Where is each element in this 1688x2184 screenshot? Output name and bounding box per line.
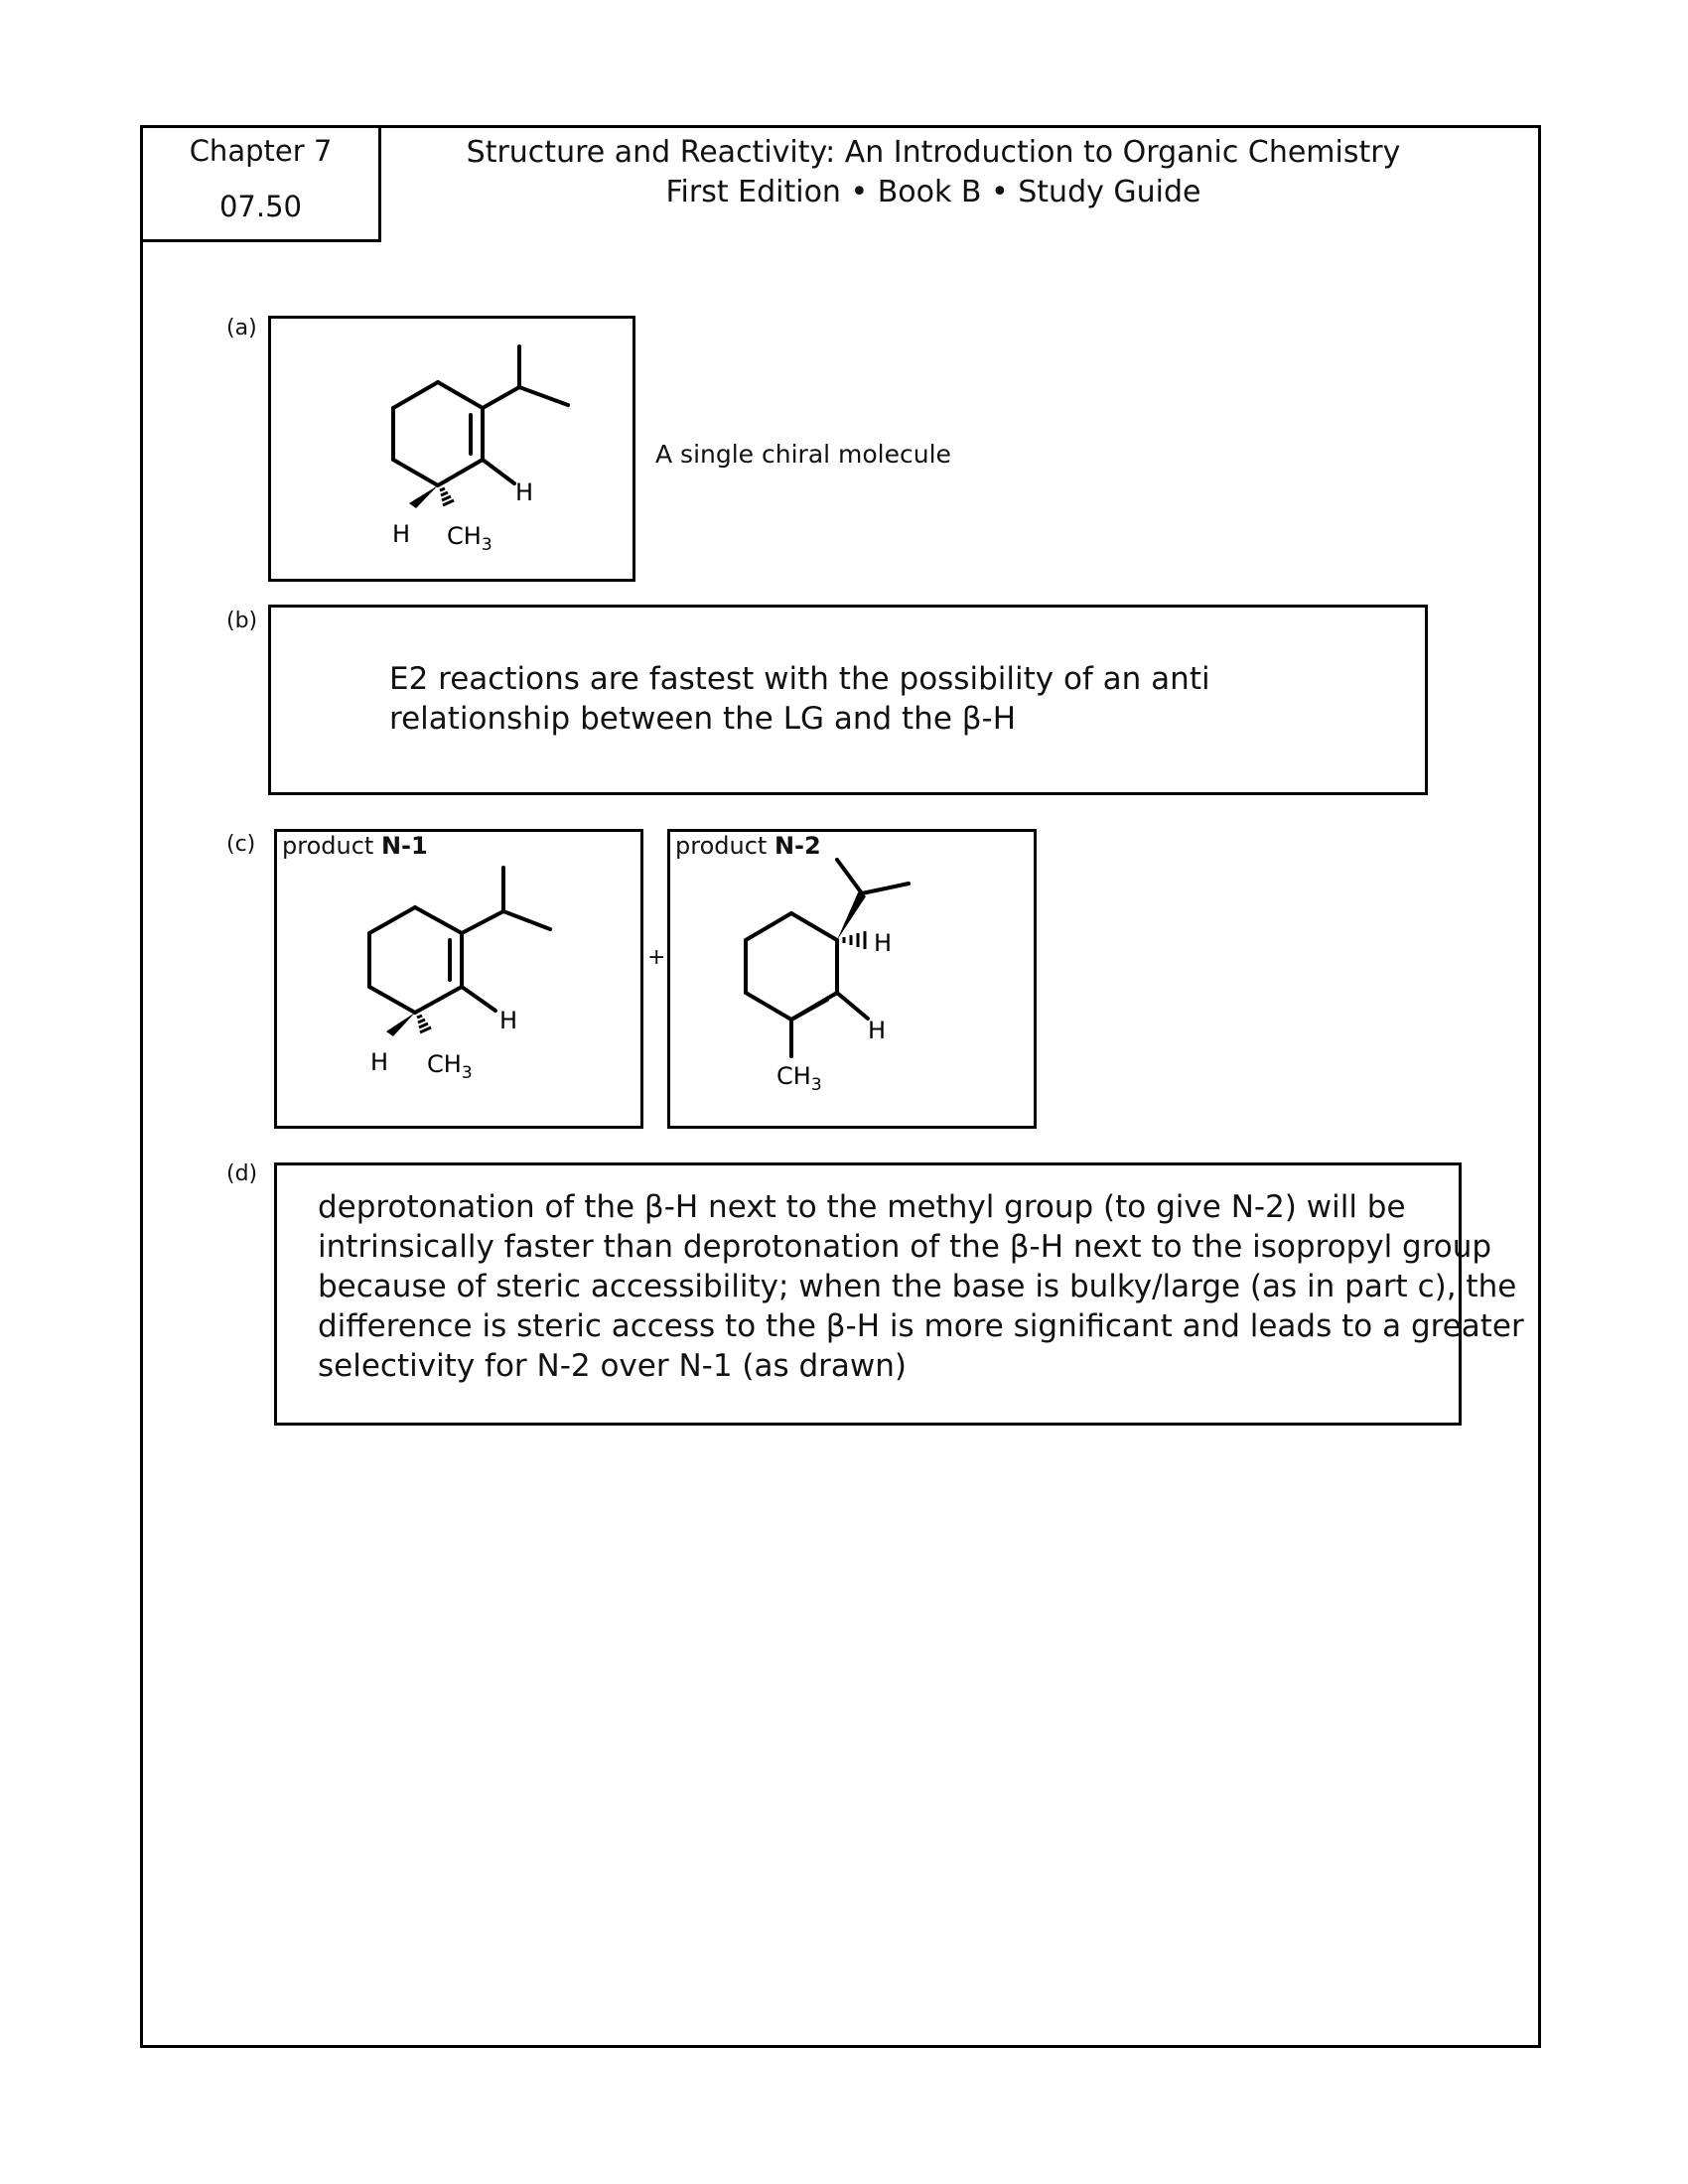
- part-a-h-left: H: [392, 520, 411, 548]
- problem-number: 07.50: [218, 190, 303, 223]
- part-d-line-2: intrinsically faster than deprotonation of the β-H next to the isopropyl group: [318, 1229, 1492, 1265]
- part-c-label: (c): [226, 832, 256, 857]
- n2-ch3: CH: [776, 1062, 811, 1090]
- chapter-label: Chapter 7: [189, 134, 333, 168]
- part-a-h-ring: H: [515, 478, 534, 506]
- n2-ch3-sub: 3: [810, 1075, 822, 1095]
- product-n2-title: product N-2: [675, 832, 821, 860]
- part-d-line-5: selectivity for N-2 over N-1 (as drawn): [318, 1348, 908, 1384]
- book-subtitle: First Edition • Book B • Study Guide: [665, 175, 1201, 209]
- part-d-line-1: deprotonation of the β-H next to the methyl group (to give N-2) will be: [318, 1189, 1406, 1225]
- n1-h-ring: H: [499, 1007, 518, 1034]
- part-d-line-4: difference is steric access to the β-H is more significant and leads to a greater: [318, 1308, 1524, 1344]
- n2-h-ring: H: [868, 1017, 887, 1044]
- n1-ch3: CH: [427, 1050, 462, 1078]
- part-a-note: A single chiral molecule: [655, 440, 951, 469]
- svg-text:CH3: [776, 1062, 822, 1095]
- n2-h-top: H: [874, 929, 893, 957]
- part-a-label: (a): [226, 316, 257, 341]
- part-b-label: (b): [226, 609, 258, 633]
- n1-h-left: H: [370, 1048, 389, 1076]
- part-b-line-1: E2 reactions are fastest with the possibility of an anti: [389, 661, 1210, 697]
- part-a-ch3-sub: 3: [481, 535, 492, 555]
- part-a-ch3: CH: [447, 522, 482, 550]
- book-title: Structure and Reactivity: An Introduction to Organic Chemistry: [466, 135, 1401, 170]
- n1-ch3-sub: 3: [461, 1063, 473, 1083]
- part-b-line-2: relationship between the LG and the β-H: [389, 701, 1017, 737]
- plus-sign: +: [647, 945, 666, 970]
- product-n1-title: product N-1: [282, 832, 428, 860]
- part-d-label: (d): [226, 1161, 258, 1186]
- part-d-line-3: because of steric accessibility; when the base is bulky/large (as in part c), the: [318, 1269, 1517, 1304]
